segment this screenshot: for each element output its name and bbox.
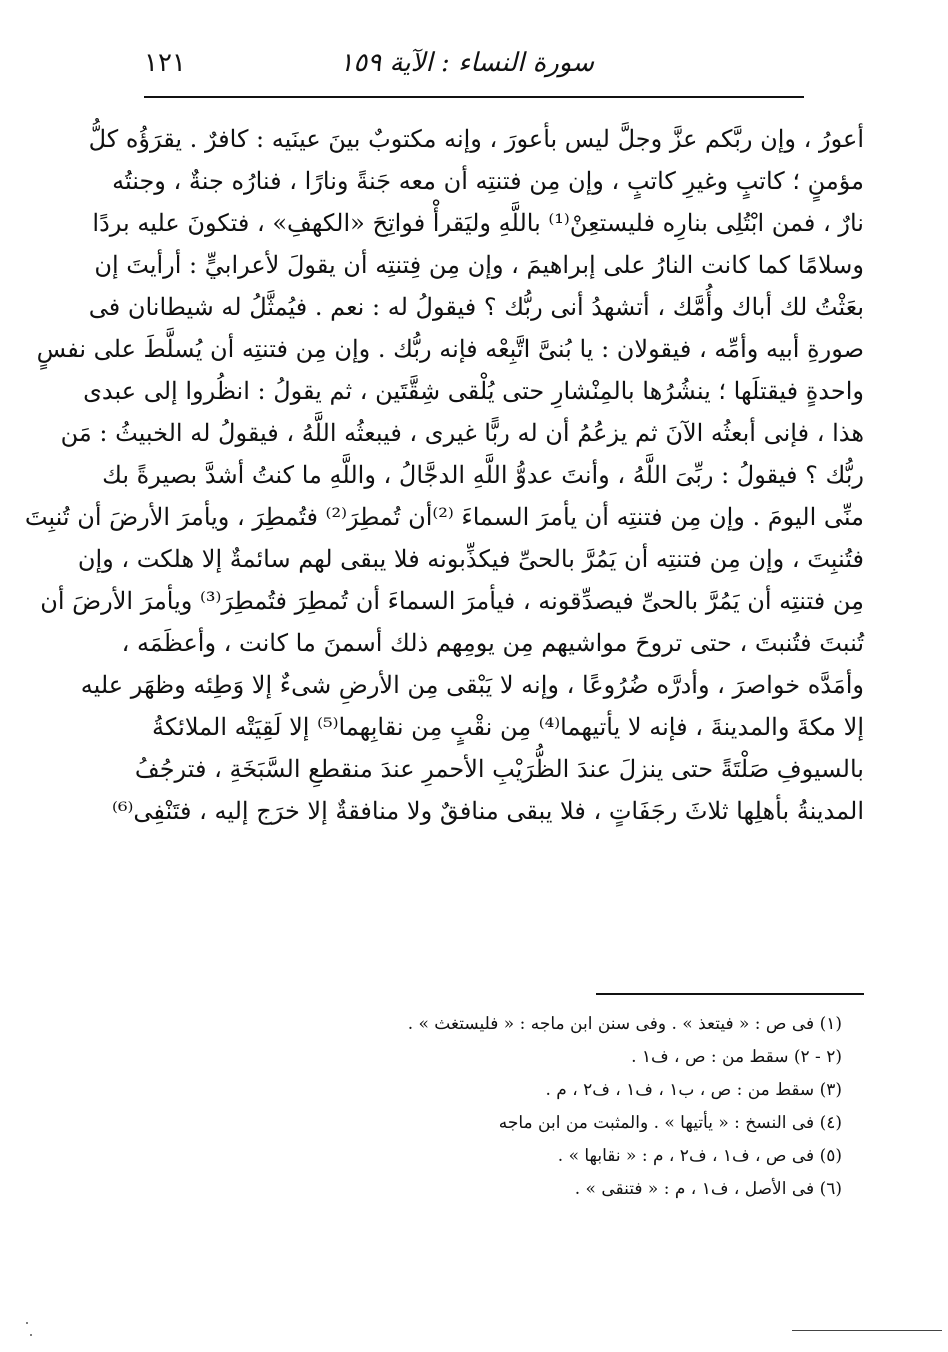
text-line: المدينةُ بأهلِها ثلاثَ رجَفَاتٍ ، فلا يبقى منافقٌ ولا منافقةٌ إلا خرَج إليه ، فتَنْفِى⁽⁶⁾ <box>111 797 864 825</box>
footnote: (٥) فى ص ، ف١ ، ف٢ ، م : « نقابها » . <box>557 1146 842 1166</box>
running-header <box>144 44 804 92</box>
text-line: هذا ، فإنى أبعثُه الآنَ ثم يزعُمُ أن له ربًّا غيرى ، فيبعثُه اللَّهُ ، فيقولُ له الخبيثُ : مَن <box>60 419 864 447</box>
header-rule <box>144 96 804 98</box>
scan-speck <box>30 1334 32 1336</box>
text-line: تُنبتَ فتُنبتَ ، حتى تروحَ مواشيهم مِن يومِهم ذلك أسمنَ ما كانت ، وأعظَمَه ، <box>121 629 864 657</box>
footnote-separator <box>596 993 864 995</box>
header-title: سورة النساء : الآية ١٥٩ <box>339 48 594 78</box>
text-line: فتُنبِتَ ، وإن مِن فتنتِه أن يَمُرَّ بالحىِّ فيكذِّبونه فلا يبقى لهم سائمةٌ إلا هلكت ، وإن <box>77 545 864 573</box>
footnote: (٦) فى الأصل ، ف١ ، م : « فتنقى » . <box>574 1179 842 1199</box>
page-number: ١٢١ <box>144 48 186 78</box>
footnote: (٣) سقط من : ص ، ب١ ، ف١ ، ف٢ ، م . <box>545 1080 842 1100</box>
text-line: وسلامًا كما كانت النارُ على إبراهيمَ ، وإن مِن فِتنتِه أن يقولَ لأعرابيٍّ : أرأيتَ إن <box>94 251 864 279</box>
footnote: (٤) فى النسخ : « يأتيها » . والمثبت من ابن ماجه <box>498 1113 842 1133</box>
scan-edge-line <box>792 1330 942 1331</box>
scan-speck <box>26 1322 28 1324</box>
text-line: بالسيوفِ صَلْتَةً حتى ينزلَ عندَ الظُّرَيْبِ الأحمرِ عندَ منقطعِ السَّبَخَةِ ، فترجُفُ <box>134 755 864 783</box>
footnotes <box>300 1008 842 1206</box>
footnote: (٢ - ٢) سقط من : ص ، ف١ . <box>631 1047 842 1067</box>
text-line: بعَثْتُ لك أباك وأُمَّك ، أتشهدُ أنى ربُّك ؟ فيقولُ له : نعم . فيُمثَّلُ له شيطانان فى <box>88 293 864 321</box>
text-line: نارٌ ، فمن ابْتُلِى بنارِه فليستعِنْ⁽¹⁾ باللَّهِ وليَقرأْ فواتِحَ «الكهفِ» ، فتكونَ عليه بردًا <box>92 209 864 237</box>
text-line: صورةِ أبيه وأمِّه ، فيقولان : يا بُنىَّ اتَّبِعْه فإنه ربُّك . وإن مِن فتنتِه أن يُسلَّطَ على نفسٍ <box>36 335 864 363</box>
footnote: (١) فى ص : « فيتعذ » . وفى سنن ابن ماجه : « فليستغث » . <box>407 1014 842 1034</box>
text-line: مِن فتنتِه أن يَمُرَّ بالحىِّ فيصدِّقونه ، فيأمرَ السماءَ أن تُمطِرَ فتُمطِرَ⁽³⁾ ويأمرَ الأرضَ أن <box>40 587 864 615</box>
text-line: واحدةٍ فيقتلَها ؛ ينشُرُها بالمِنْشارِ حتى يُلْقى شِقَّتَين ، ثم يقولُ : انظُروا إلى عبدى <box>83 377 864 405</box>
main-text <box>24 118 864 832</box>
text-line: وأمَدَّه خواصرَ ، وأدرَّه ضُرُوعًا ، وإنه لا يَبْقى مِن الأرضِ شىءٌ إلا وَطِئه وظهَر عليه <box>80 671 864 699</box>
text-line: ربُّك ؟ فيقولُ : ربِّىَ اللَّهُ ، وأنتَ عدوُّ اللَّهِ الدجَّالُ ، واللَّهِ ما كنتُ أشدَّ بصيرةً بك <box>102 461 864 489</box>
text-line: مؤمنٍ ؛ كاتبٍ وغيرِ كاتبٍ ، وإن مِن فتنتِه أن معه جَنةً ونارًا ، فنارُه جنةٌ ، وجنتُه <box>112 167 864 195</box>
text-line: منِّى اليومَ . وإن مِن فتنتِه أن يأمرَ السماءَ ⁽²⁾أن تُمطِرَ⁽²⁾ فتُمطِرَ ، ويأمرَ الأرضَ أن تُنبِتَ <box>24 503 864 531</box>
text-line: إلا مكةَ والمدينةَ ، فإنه لا يأتيهما⁽⁴⁾ مِن نقْبٍ مِن نقابِهما⁽⁵⁾ إلا لَقِيَتْه الملائكةُ <box>152 713 864 741</box>
text-line: أعورُ ، وإن ربَّكم عزَّ وجلَّ ليس بأعورَ ، وإنه مكتوبٌ بينَ عينَيه : كافرٌ . يقرَؤُه كلُّ <box>88 125 864 153</box>
